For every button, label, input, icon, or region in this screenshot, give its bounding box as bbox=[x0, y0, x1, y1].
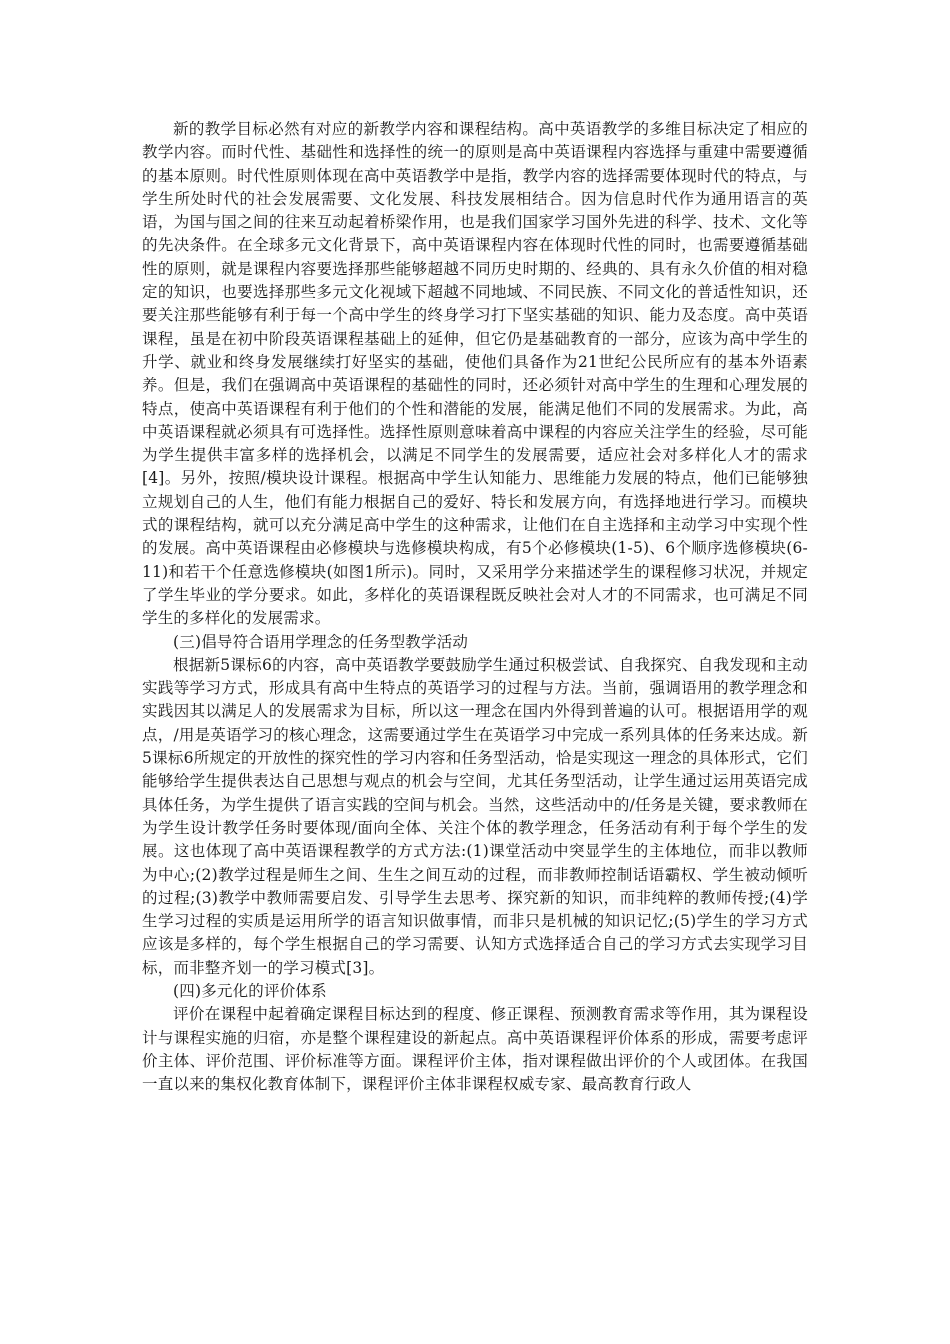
paragraph-curriculum-content: 新的教学目标必然有对应的新教学内容和课程结构。高中英语教学的多维目标决定了相应的教学内容。而时代性、基础性和选择性的统一的原则是高中英语课程内容选择与重建中需要遵循的基本原则。时代性原则体现在高中英语教学中是指，教学内容的选择需要体现时代的特点，与学生所处时代的社会发展需要、文化发展、科技发展相结合。因为信息时代作为通用语言的英语，为国与国之间的往来互动起着桥梁作用，也是我们国家学习国外先进的科学、技术、文化等的先决条件。在全球多元文化背景下，高中英语课程内容在体现时代性的同时，也需要遵循基础性的原则，就是课程内容要选择那些能够超越不同历史时期的、经典的、具有永久价值的相对稳定的知识，也要选择那些多元文化视域下超越不同地域、不同民族、不同文化的普适性知识，还要关注那些能够有利于每一个高中学生的终身学习打下坚实基础的知识、能力及态度。高中英语课程，虽是在初中阶段英语课程基础上的延伸，但它仍是基础教育的一部分，应该为高中学生的升学、就业和终身发展继续打好坚实的基础，使他们具备作为21世纪公民所应有的基本外语素养。但是，我们在强调高中英语课程的基础性的同时，还必须针对高中学生的生理和心理发展的特点，使高中英语课程有利于他们的个性和潜能的发展，能满足他们不同的发展需求。为此，高中英语课程就必须具有可选择性。选择性原则意味着高中课程的内容应关注学生的经验，尽可能为学生提供丰富多样的选择机会，以满足不同学生的发展需要，适应社会对多样化人才的需求[4]。另外，按照/模块设计课程。根据高中学生认知能力、思维能力发展的特点，他们已能够独立规划自己的人生，他们有能力根据自己的爱好、特长和发展方向，有选择地进行学习。而模块式的课程结构，就可以充分满足高中学生的这种需求，让他们在自主选择和主动学习中实现个性的发展。高中英语课程由必修模块与选修模块构成，有5个必修模块(1-5)、6个顺序选修模块(6-11)和若干个任意选修模块(如图1所示)。同时，又采用学分来描述学生的课程修习状况，并规定了学生毕业的学分要求。如此，多样化的英语课程既反映社会对人才的不同需求，也可满足不同学生的多样化的发展需求。 bbox=[142, 120, 808, 628]
paragraph-evaluation-system: 评价在课程中起着确定课程目标达到的程度、修正课程、预测教育需求等作用，其为课程设计与课程实施的归宿，亦是整个课程建设的新起点。高中英语课程评价体系的形成，需要考虑评价主体、评价范围、评价标准等方面。课程评价主体，指对课程做出评价的个人或团体。在我国一直以来的集权化教育体制下，课程评价主体非课程权威专家、最高教育行政人 bbox=[142, 1005, 808, 1094]
document-body bbox=[142, 118, 808, 1096]
section-heading-evaluation-system: (四)多元化的评价体系 bbox=[173, 981, 327, 1000]
paragraph-task-based-teaching: 根据新5课标6的内容，高中英语教学要鼓励学生通过积极尝试、自我探究、自我发现和主动实践等学习方式，形成具有高中生特点的英语学习的过程与方法。当前，强调语用的教学理念和实践因其以满足人的发展需求为目标，所以这一理念在国内外得到普遍的认可。根据语用学的观点，/用是英语学习的核心理念，这需要通过学生在英语学习中完成一系列具体的任务来达成。新5课标6所规定的开放性的探究性的学习内容和任务型活动，恰是实现这一理念的具体形式，它们能够给学生提供表达自己思想与观点的机会与空间，尤其任务型活动，让学生通过运用英语完成具体任务，为学生提供了语言实践的空间与机会。当然，这些活动中的/任务是关键，要求教师在为学生设计教学任务时要体现/面向全体、关注个体的教学理念，任务活动有利于每个学生的发展。这也体现了高中英语课程教学的方式方法:(1)课堂活动中突显学生的主体地位，而非以教师为中心;(2)教学过程是师生之间、生生之间互动的过程，而非教师控制话语霸权、学生被动倾听的过程;(3)教学中教师需要启发、引导学生去思考、探究新的知识，而非纯粹的教师传授;(4)学生学习过程的实质是运用所学的语言知识做事情，而非只是机械的知识记忆;(5)学生的学习方式应该是多样的，每个学生根据自己的学习需要、认知方式选择适合自己的学习方式去实现学习目标，而非整齐划一的学习模式[3]。 bbox=[142, 655, 808, 977]
section-heading-task-based-teaching: (三)倡导符合语用学理念的任务型教学活动 bbox=[173, 632, 469, 651]
